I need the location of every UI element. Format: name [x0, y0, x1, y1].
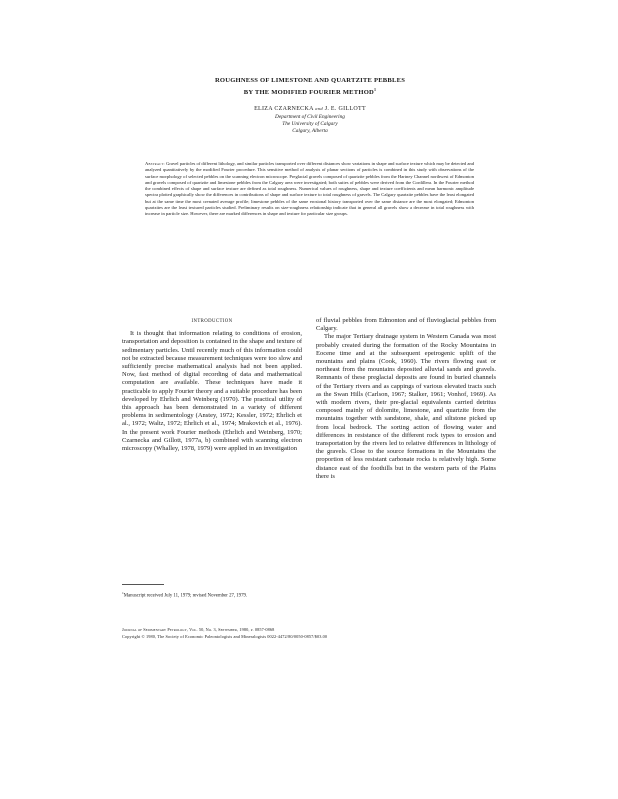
left-column	[122, 318, 302, 453]
abstract	[145, 161, 474, 218]
authors	[150, 105, 470, 113]
introduction-heading: INTRODUCTION	[191, 319, 233, 324]
affiliation-university: The University of Calgary	[282, 121, 338, 127]
affiliation-department: Department of Civil Engineering	[275, 114, 345, 120]
right-column	[316, 317, 496, 481]
footnote-divider	[122, 584, 164, 585]
journal-info	[122, 627, 482, 640]
affiliation	[150, 114, 470, 135]
paper-title	[150, 76, 470, 97]
right-paragraph-2: The major Tertiary drainage system in Western Canada was most probably created during the formation of the Rocky Mountains in Eocene time and at the subsequent epeirogenic uplift of the mountains and plains (Cook, 1960). The rivers flowing east or northeast from the mountains deposited alluvial sands and gravels. Remnants of these preglacial deposits are found in buried channels of the Tertiary rivers and as cappings of various elevated tracts such as the Swan Hills (Carlson, 1967; Stalker, 1961; Vonhof, 1969). As with modern rivers, their pre-glacial equivalents carried detritus composed mainly of dolomite, limestone, and quartzite from the mountains together with sandstone, shale, and siltstone picked up from local bedrock. The sorting action of flowing water and differences in resistance of the different rock types to erosion and transportation by the rivers led to relative differences in lithology of the gravels. Close to the source formations in the Mountains the proportion of less resistant carbonate rocks is relatively high. Some distance east of the foothills but in the western parts of the Plains there is	[316, 333, 496, 480]
author-1: ELIZA CZARNECKA	[254, 106, 314, 112]
abstract-label: Abstract:	[145, 161, 165, 166]
abstract-text: Gravel particles of different lithology, and similar particles transported over different distances show variations in shape and surface texture which may be detected and analyzed quantitatively by the modified Fourier procedure. This sensitive method of analysis of planar sections of particles is combined in this study with observations of the surface morphology of selected pebbles on the scanning electron microscope. Preglacial gravels composed of quartzite pebbles from the Hartney Channel northwest of Edmonton and gravels composed of quartzite and limestone pebbles from the Calgary area were investigated; both suites of pebbles were derived from the Cordillera. In the Fourier method the combined effects of shape and surface texture are defined as total roughness. Numerical values of roughness, shape and texture coefficients and mean harmonic amplitude spectra plotted graphically show the differences in contributions of shape and surface texture to total roughness of gravels. The Calgary quartzite pebbles have the least elongated but at the same time the most crenated average profile; limestone pebbles of the same erosional history transported over the same distance are the most elongated; Edmonton quartzites are the least textured particles studied. Preliminary results on size-roughness relationship indicate that in general all gravels show a decrease in total roughness with increase in particle size. However, there are marked differences in shape and texture for particular size groups.	[145, 161, 475, 217]
title-footnote-mark: 1	[374, 87, 377, 92]
footnote-text: Manuscript received July 11, 1979; revised November 27, 1979.	[123, 593, 248, 599]
right-paragraph-1: of fluvial pebbles from Edmonton and of fluvioglacial pebbles from Calgary.	[316, 317, 496, 333]
title-line-1: ROUGHNESS OF LIMESTONE AND QUARTZITE PEBBLES	[214, 77, 406, 84]
author-2: J. E. GILLOTT	[324, 106, 366, 112]
journal-citation: Journal of Sedimentary Petrology, Vol. 50, No. 3, September, 1980, p. 0857-0868	[122, 627, 275, 632]
title-line-2: BY THE MODIFIED FOURIER METHOD$^1$	[243, 87, 377, 97]
footnote	[122, 590, 302, 600]
affiliation-location: Calgary, Alberta	[292, 128, 328, 134]
footnote-mark: 1	[122, 591, 124, 595]
copyright-line: Copyright © 1980, The Society of Economic Paleontologists and Mineralogists 0022-4472/80/0050-0857/$03.00	[122, 633, 328, 639]
author-joiner: and	[315, 106, 323, 111]
left-paragraph-1: It is thought that information relating to conditions of erosion, transportation and deposition is contained in the shape and texture of sedimentary particles. Until recently much of this information could not be extracted because measurement techniques were too slow and sufficiently precise mathematical analysis had not been applied. Now, fast method of digital recording of data and mathematical computation are available. These techniques have made it practicable to apply Fourier theory and a suitable procedure has been developed by Ehrlich and Weinberg (1970). The practical utility of this approach has been demonstrated in a variety of different problems in sedimentology (Anstey, 1972; Kessler, 1972; Ehrlich et al., 1972; Waltz, 1972; Ehrlich et al., 1974; Mrakovich et al., 1976). In the present work Fourier methods (Ehrlich and Weinberg, 1970; Czarnecka and Gillott, 1977a, b) combined with scanning electron microscopy (Whalley, 1978, 1979) were applied in an investigation	[122, 330, 302, 453]
